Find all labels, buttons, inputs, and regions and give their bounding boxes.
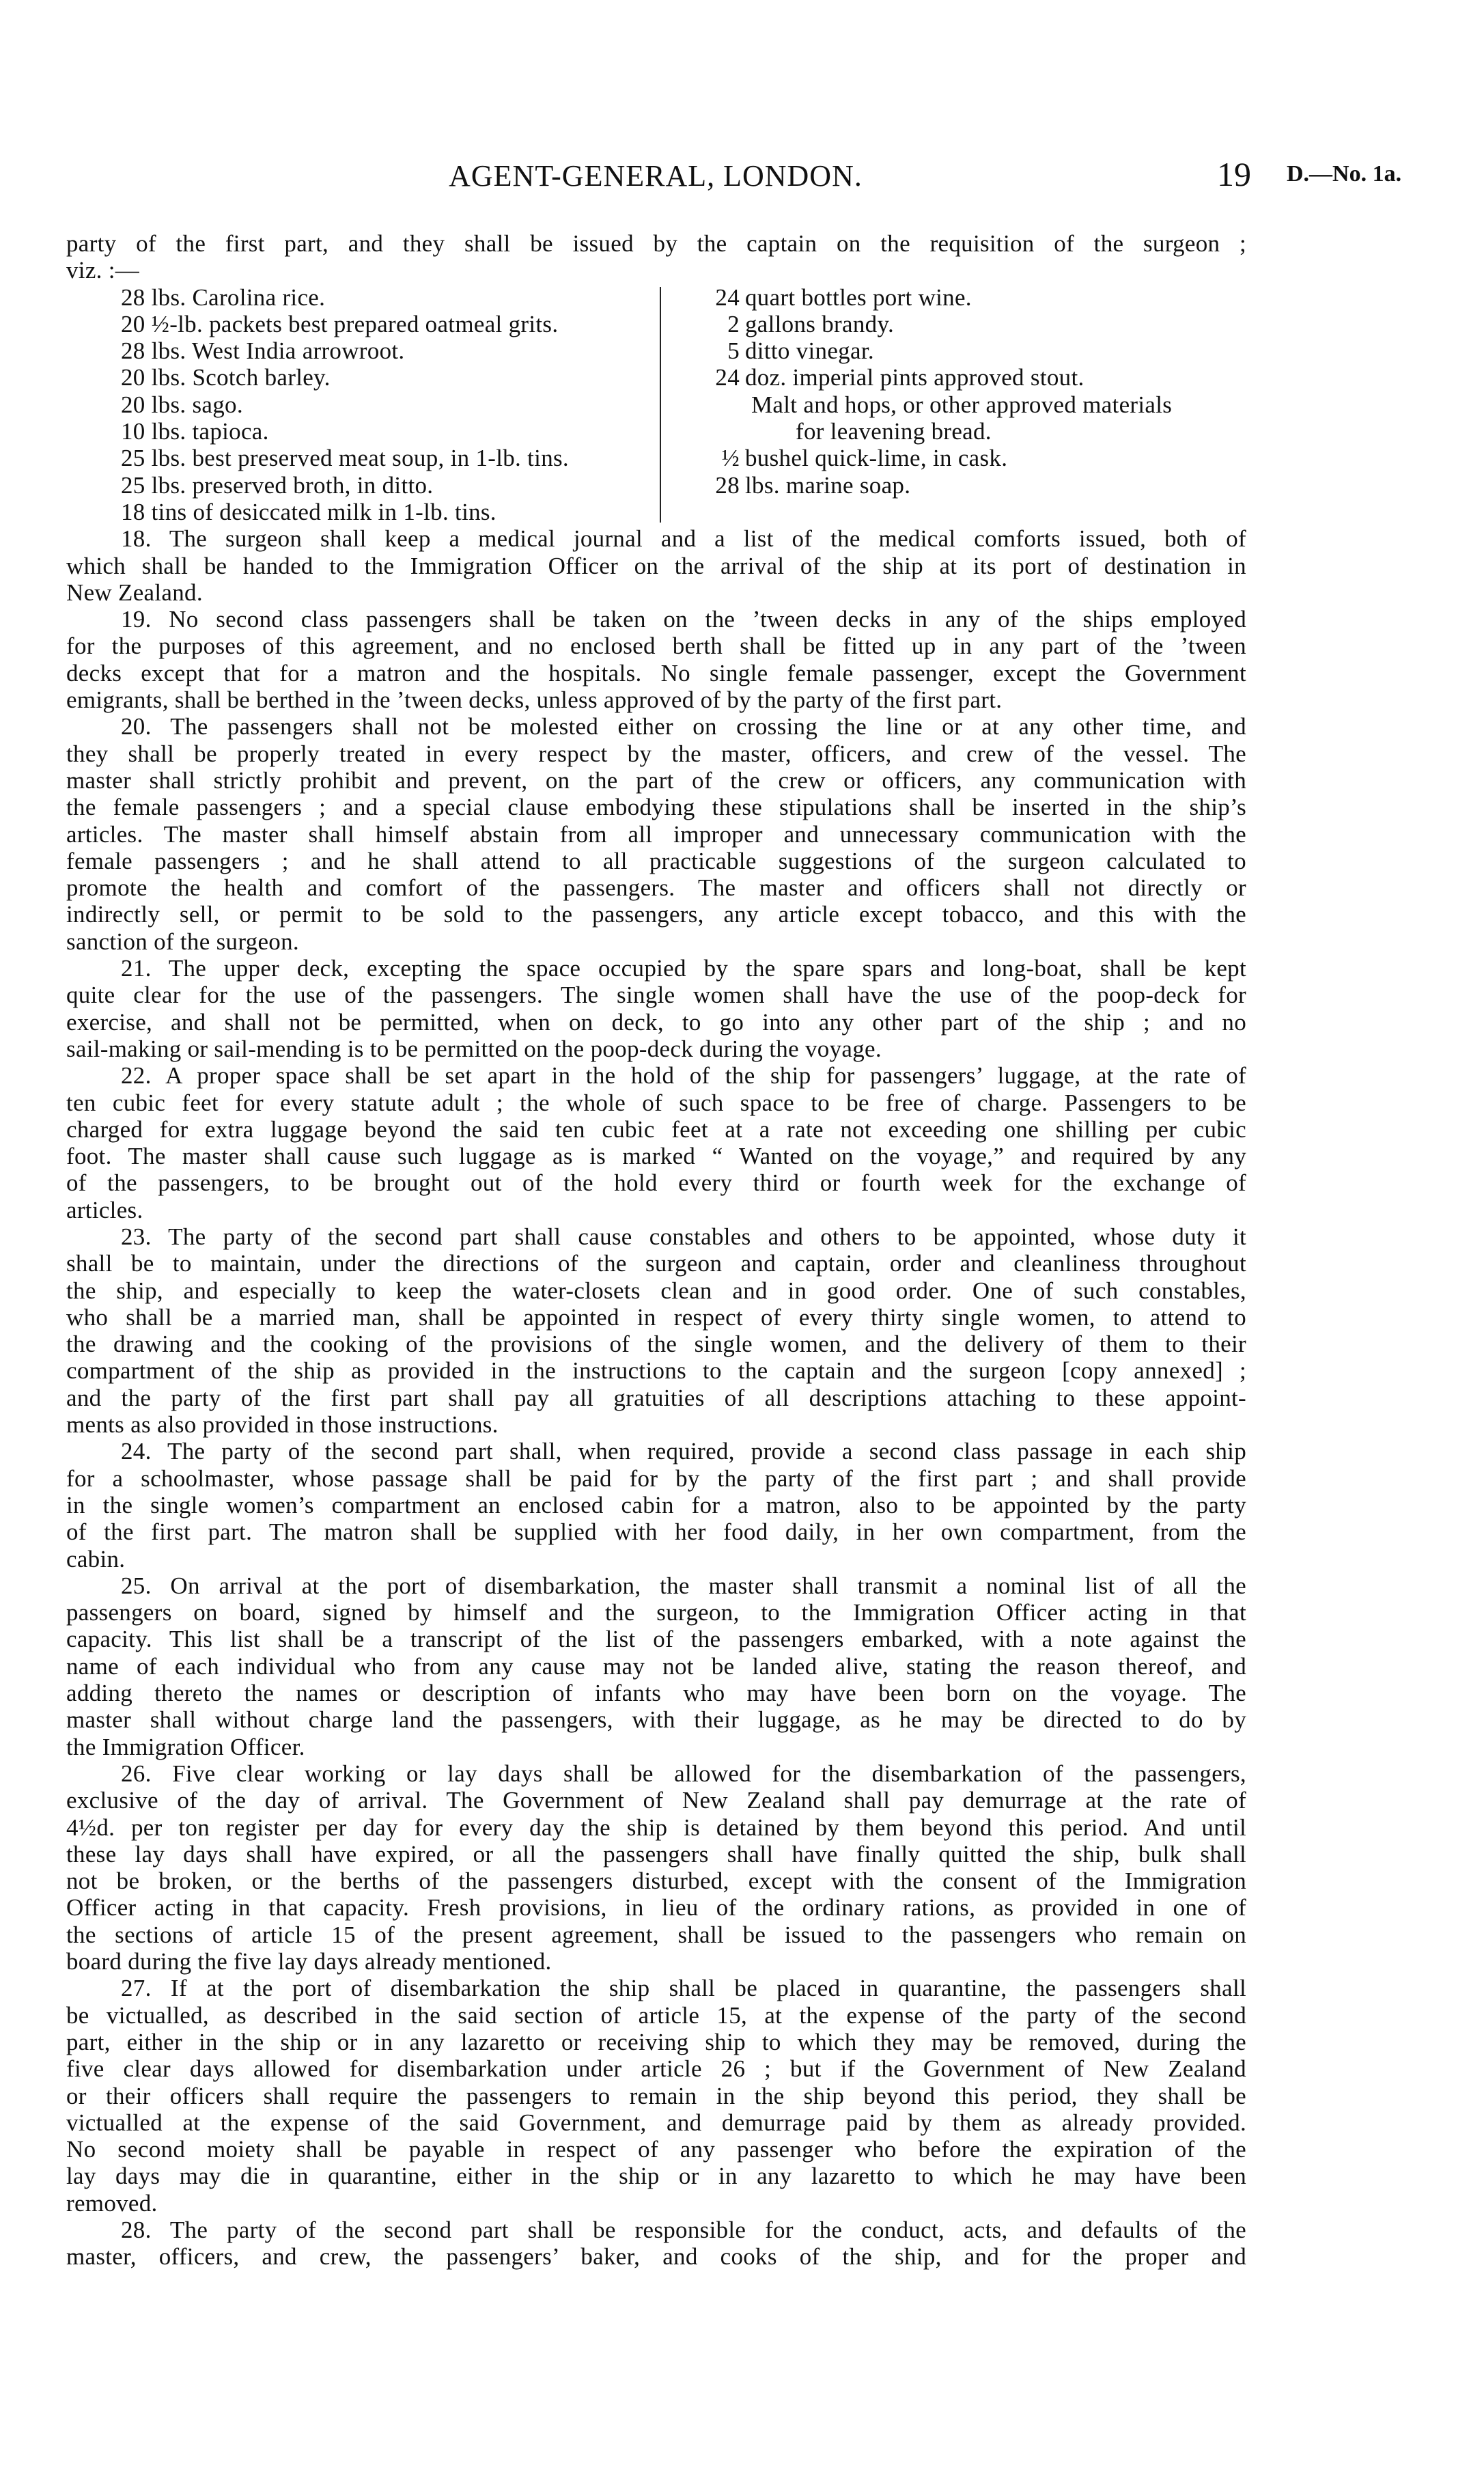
text-line: the Immigration Officer.	[66, 1733, 305, 1760]
text-line: 20. The passengers shall not be molested either on crossing the line or at any other time, and	[121, 713, 1246, 740]
text-line: master, officers, and crew, the passengers’ baker, and cooks of the ship, and for the proper and	[66, 2243, 1246, 2271]
text-line: 26. Five clear working or lay days shall be allowed for the disembarkation of the passengers,	[121, 1760, 1246, 1787]
text-line: master shall without charge land the passengers, with their luggage, as he may be directed to do by	[66, 1706, 1246, 1734]
text-line: viz. :—	[66, 257, 140, 284]
text-line: removed.	[66, 2189, 158, 2217]
text-line: ments as also provided in those instructions.	[66, 1411, 499, 1439]
list-right-column	[715, 284, 1172, 499]
text-line: emigrants, shall be berthed in the ’tween decks, unless approved of by the party of the first part.	[66, 686, 1003, 714]
list-item-quantity: 2	[727, 310, 740, 337]
text-line: promote the health and comfort of the passengers. The master and officers shall not directly or	[66, 874, 1246, 902]
text-line: the female passengers ; and a special clause embodying these stipulations shall be inserted in the ship’s	[66, 794, 1246, 821]
text-line: female passengers ; and he shall attend to all practicable suggestions of the surgeon calculated to	[66, 847, 1246, 874]
text-line: 18. The surgeon shall keep a medical journal and a list of the medical comforts issued, both of	[121, 525, 1246, 553]
list-item-text: Malt and hops, or other approved materials	[751, 391, 1173, 418]
list-item-text: doz. imperial pints approved stout.	[745, 364, 1084, 391]
text-line: charged for extra luggage beyond the said ten cubic feet at a rate not exceeding one shilling per cubic	[66, 1115, 1246, 1143]
text-line: and the party of the first part shall pay all gratuities of all descriptions attaching to these appoint-	[66, 1384, 1246, 1411]
text-line: capacity. This list shall be a transcript of the list of the passengers embarked, with a note against the	[66, 1626, 1246, 1653]
list-item: 20 lbs. Scotch barley.	[121, 364, 331, 391]
text-line: passengers on board, signed by himself and the surgeon, to the Immigration Officer acting in that	[66, 1599, 1246, 1626]
page-body	[66, 230, 1246, 2271]
list-item	[715, 284, 1172, 311]
article-paragraph	[66, 1223, 1246, 1438]
document-reference: D.—No. 1a.	[1287, 161, 1402, 186]
text-line: sanction of the surgeon.	[66, 928, 299, 955]
text-line: five clear days allowed for disembarkation under article 26 ; but if the Government of New Zealand	[66, 2055, 1246, 2083]
text-line: No second moiety shall be payable in respect of any passenger who before the expiration of the	[66, 2136, 1246, 2163]
intro-paragraph	[66, 230, 1246, 284]
text-line: exclusive of the day of arrival. The Government of New Zealand shall pay demurrage at the rate of	[66, 1787, 1246, 1814]
list-item-quantity: 28	[715, 471, 740, 499]
text-line: compartment of the ship as provided in the instructions to the captain and the surgeon [copy annexed] ;	[66, 1357, 1246, 1385]
list-item: 25 lbs. best preserved meat soup, in 1-lb. tins.	[121, 445, 569, 472]
list-item: 20 lbs. sago.	[121, 391, 243, 418]
text-line: board during the five lay days already mentioned.	[66, 1948, 552, 1975]
article-paragraph	[66, 1760, 1246, 1975]
text-line: ten cubic feet for every statute adult ; the whole of such space to be free of charge. Passengers to be	[66, 1089, 1246, 1116]
list-item-text: bushel quick-lime, in cask.	[745, 445, 1008, 472]
text-line: 25. On arrival at the port of disembarkation, the master shall transmit a nominal list of all the	[121, 1572, 1246, 1599]
text-line: 28. The party of the second part shall be responsible for the conduct, acts, and defaults of the	[121, 2216, 1246, 2243]
text-line: Officer acting in that capacity. Fresh provisions, in lieu of the ordinary rations, as provided in one of	[66, 1894, 1246, 1921]
article-paragraph	[66, 955, 1246, 1062]
list-item: 25 lbs. preserved broth, in ditto.	[121, 471, 434, 499]
list-item: 28 lbs. West India arrowroot.	[121, 337, 405, 365]
text-line: part, either in the ship or in any lazaretto or receiving ship to which they may be removed, during the	[66, 2028, 1246, 2055]
text-line: they shall be properly treated in every respect by the master, officers, and crew of the vessel. The	[66, 740, 1246, 767]
text-line: foot. The master shall cause such luggage as is marked “ Wanted on the voyage,” and required by any	[66, 1143, 1246, 1170]
text-line: victualled at the expense of the said Government, and demurrage paid by them as already provided.	[66, 2109, 1246, 2136]
text-line: 24. The party of the second part shall, when required, provide a second class passage in each ship	[121, 1438, 1246, 1465]
text-line: 4½d. per ton register per day for every day the ship is detained by them beyond this period. And until	[66, 1814, 1246, 1841]
medical-comforts-list	[66, 284, 1246, 526]
list-item	[715, 337, 1172, 364]
text-line: be victualled, as described in the said section of article 15, at the expense of the party of the second	[66, 2001, 1246, 2029]
text-line: for a schoolmaster, whose passage shall be paid for by the party of the first part ; and shall provide	[66, 1464, 1246, 1492]
article-paragraph	[66, 1975, 1246, 2217]
list-item	[715, 418, 1172, 445]
article-paragraph	[66, 1062, 1246, 1223]
list-item-quantity: 5	[727, 337, 740, 365]
text-line: articles.	[66, 1196, 143, 1223]
text-line: master shall strictly prohibit and prevent, on the part of the crew or officers, any communication with	[66, 766, 1246, 794]
text-line: in the single women’s compartment an enclosed cabin for a matron, also to be appointed by the party	[66, 1491, 1246, 1518]
list-item-quantity: ½	[721, 445, 740, 472]
text-line: 19. No second class passengers shall be taken on the ’tween decks in any of the ships employed	[121, 606, 1246, 633]
list-item	[715, 311, 1172, 337]
list-item-quantity: 24	[715, 364, 740, 391]
text-line: indirectly sell, or permit to be sold to the passengers, any article except tobacco, and this with the	[66, 901, 1246, 928]
text-line: shall be to maintain, under the directions of the surgeon and captain, order and cleanliness throughout	[66, 1250, 1246, 1277]
text-line: New Zealand.	[66, 579, 203, 606]
article-paragraph	[66, 1438, 1246, 1572]
article-paragraph	[66, 606, 1246, 713]
text-line: which shall be handed to the Immigration Officer on the arrival of the ship at its port of destination in	[66, 552, 1246, 579]
list-item-text: lbs. marine soap.	[745, 471, 911, 499]
list-item-text: for leavening bread.	[796, 418, 992, 445]
text-line: name of each individual who from any cause may not be landed alive, stating the reason thereof, and	[66, 1652, 1246, 1680]
running-header-title: AGENT-GENERAL, LONDON.	[449, 159, 863, 193]
text-line: articles. The master shall himself abstain from all improper and unnecessary communication with the	[66, 820, 1246, 848]
text-line: the drawing and the cooking of the provisions of the single women, and the delivery of them to their	[66, 1331, 1246, 1358]
article-paragraph	[66, 525, 1246, 606]
list-item	[715, 364, 1172, 391]
list-item: 10 lbs. tapioca.	[121, 418, 269, 445]
articles	[66, 525, 1246, 2270]
list-item: 18 tins of desiccated milk in 1-lb. tins.	[121, 498, 496, 525]
list-item	[715, 391, 1172, 418]
text-line: quite clear for the use of the passengers. The single women shall have the use of the poop-deck for	[66, 982, 1246, 1009]
text-line: lay days may die in quarantine, either in the ship or in any lazaretto to which he may have been	[66, 2163, 1246, 2190]
list-item-text: gallons brandy.	[745, 310, 895, 337]
list-left-column	[121, 284, 569, 526]
column-divider	[660, 287, 661, 523]
list-item-text: ditto vinegar.	[745, 337, 874, 365]
text-line: for the purposes of this agreement, and no enclosed berth shall be fitted up in any part of the ’tween	[66, 633, 1246, 660]
text-line: 27. If at the port of disembarkation the ship shall be placed in quarantine, the passengers shall	[121, 1975, 1246, 2002]
text-line: not be broken, or the berths of the passengers disturbed, except with the consent of the Immigration	[66, 1868, 1246, 1895]
text-line: these lay days shall have expired, or all the passengers shall have finally quitted the ship, bulk shall	[66, 1840, 1246, 1868]
text-line: cabin.	[66, 1545, 126, 1572]
list-item-text: quart bottles port wine.	[745, 283, 972, 311]
text-line: the sections of article 15 of the present agreement, shall be issued to the passengers who remain on	[66, 1921, 1246, 1948]
list-item	[715, 472, 1172, 499]
list-item: 28 lbs. Carolina rice.	[121, 283, 326, 311]
text-line: adding thereto the names or description of infants who may have been born on the voyage. The	[66, 1680, 1246, 1707]
article-paragraph	[66, 2217, 1246, 2271]
text-line: 21. The upper deck, excepting the space occupied by the spare spars and long-boat, shall be kept	[121, 955, 1246, 982]
text-line: sail-making or sail-mending is to be permitted on the poop-deck during the voyage.	[66, 1035, 882, 1062]
list-item-quantity: 24	[715, 283, 740, 311]
text-line: of the first part. The matron shall be supplied with her food daily, in her own compartment, from the	[66, 1518, 1246, 1546]
list-item	[715, 445, 1172, 471]
article-paragraph	[66, 713, 1246, 955]
list-item: 20 ½-lb. packets best prepared oatmeal grits.	[121, 310, 559, 337]
text-line: exercise, and shall not be permitted, when on deck, to go into any other part of the ship ; and no	[66, 1008, 1246, 1036]
text-line: 22. A proper space shall be set apart in the hold of the ship for passengers’ luggage, at the rate of	[121, 1062, 1246, 1089]
text-line: party of the first part, and they shall be issued by the captain on the requisition of the surgeon ;	[66, 230, 1246, 257]
text-line: of the passengers, to be brought out of the hold every third or fourth week for the exchange of	[66, 1169, 1246, 1197]
text-line: 23. The party of the second part shall cause constables and others to be appointed, whose duty it	[121, 1223, 1246, 1250]
article-paragraph	[66, 1572, 1246, 1760]
text-line: decks except that for a matron and the hospitals. No single female passenger, except the Government	[66, 659, 1246, 686]
text-line: the ship, and especially to keep the water-closets clean and in good order. One of such constables,	[66, 1277, 1246, 1304]
page-number: 19	[1217, 155, 1251, 193]
text-line: or their officers shall require the passengers to remain in the ship beyond this period, they shall be	[66, 2082, 1246, 2109]
text-line: who shall be a married man, shall be appointed in respect of every thirty single women, to attend to	[66, 1303, 1246, 1331]
